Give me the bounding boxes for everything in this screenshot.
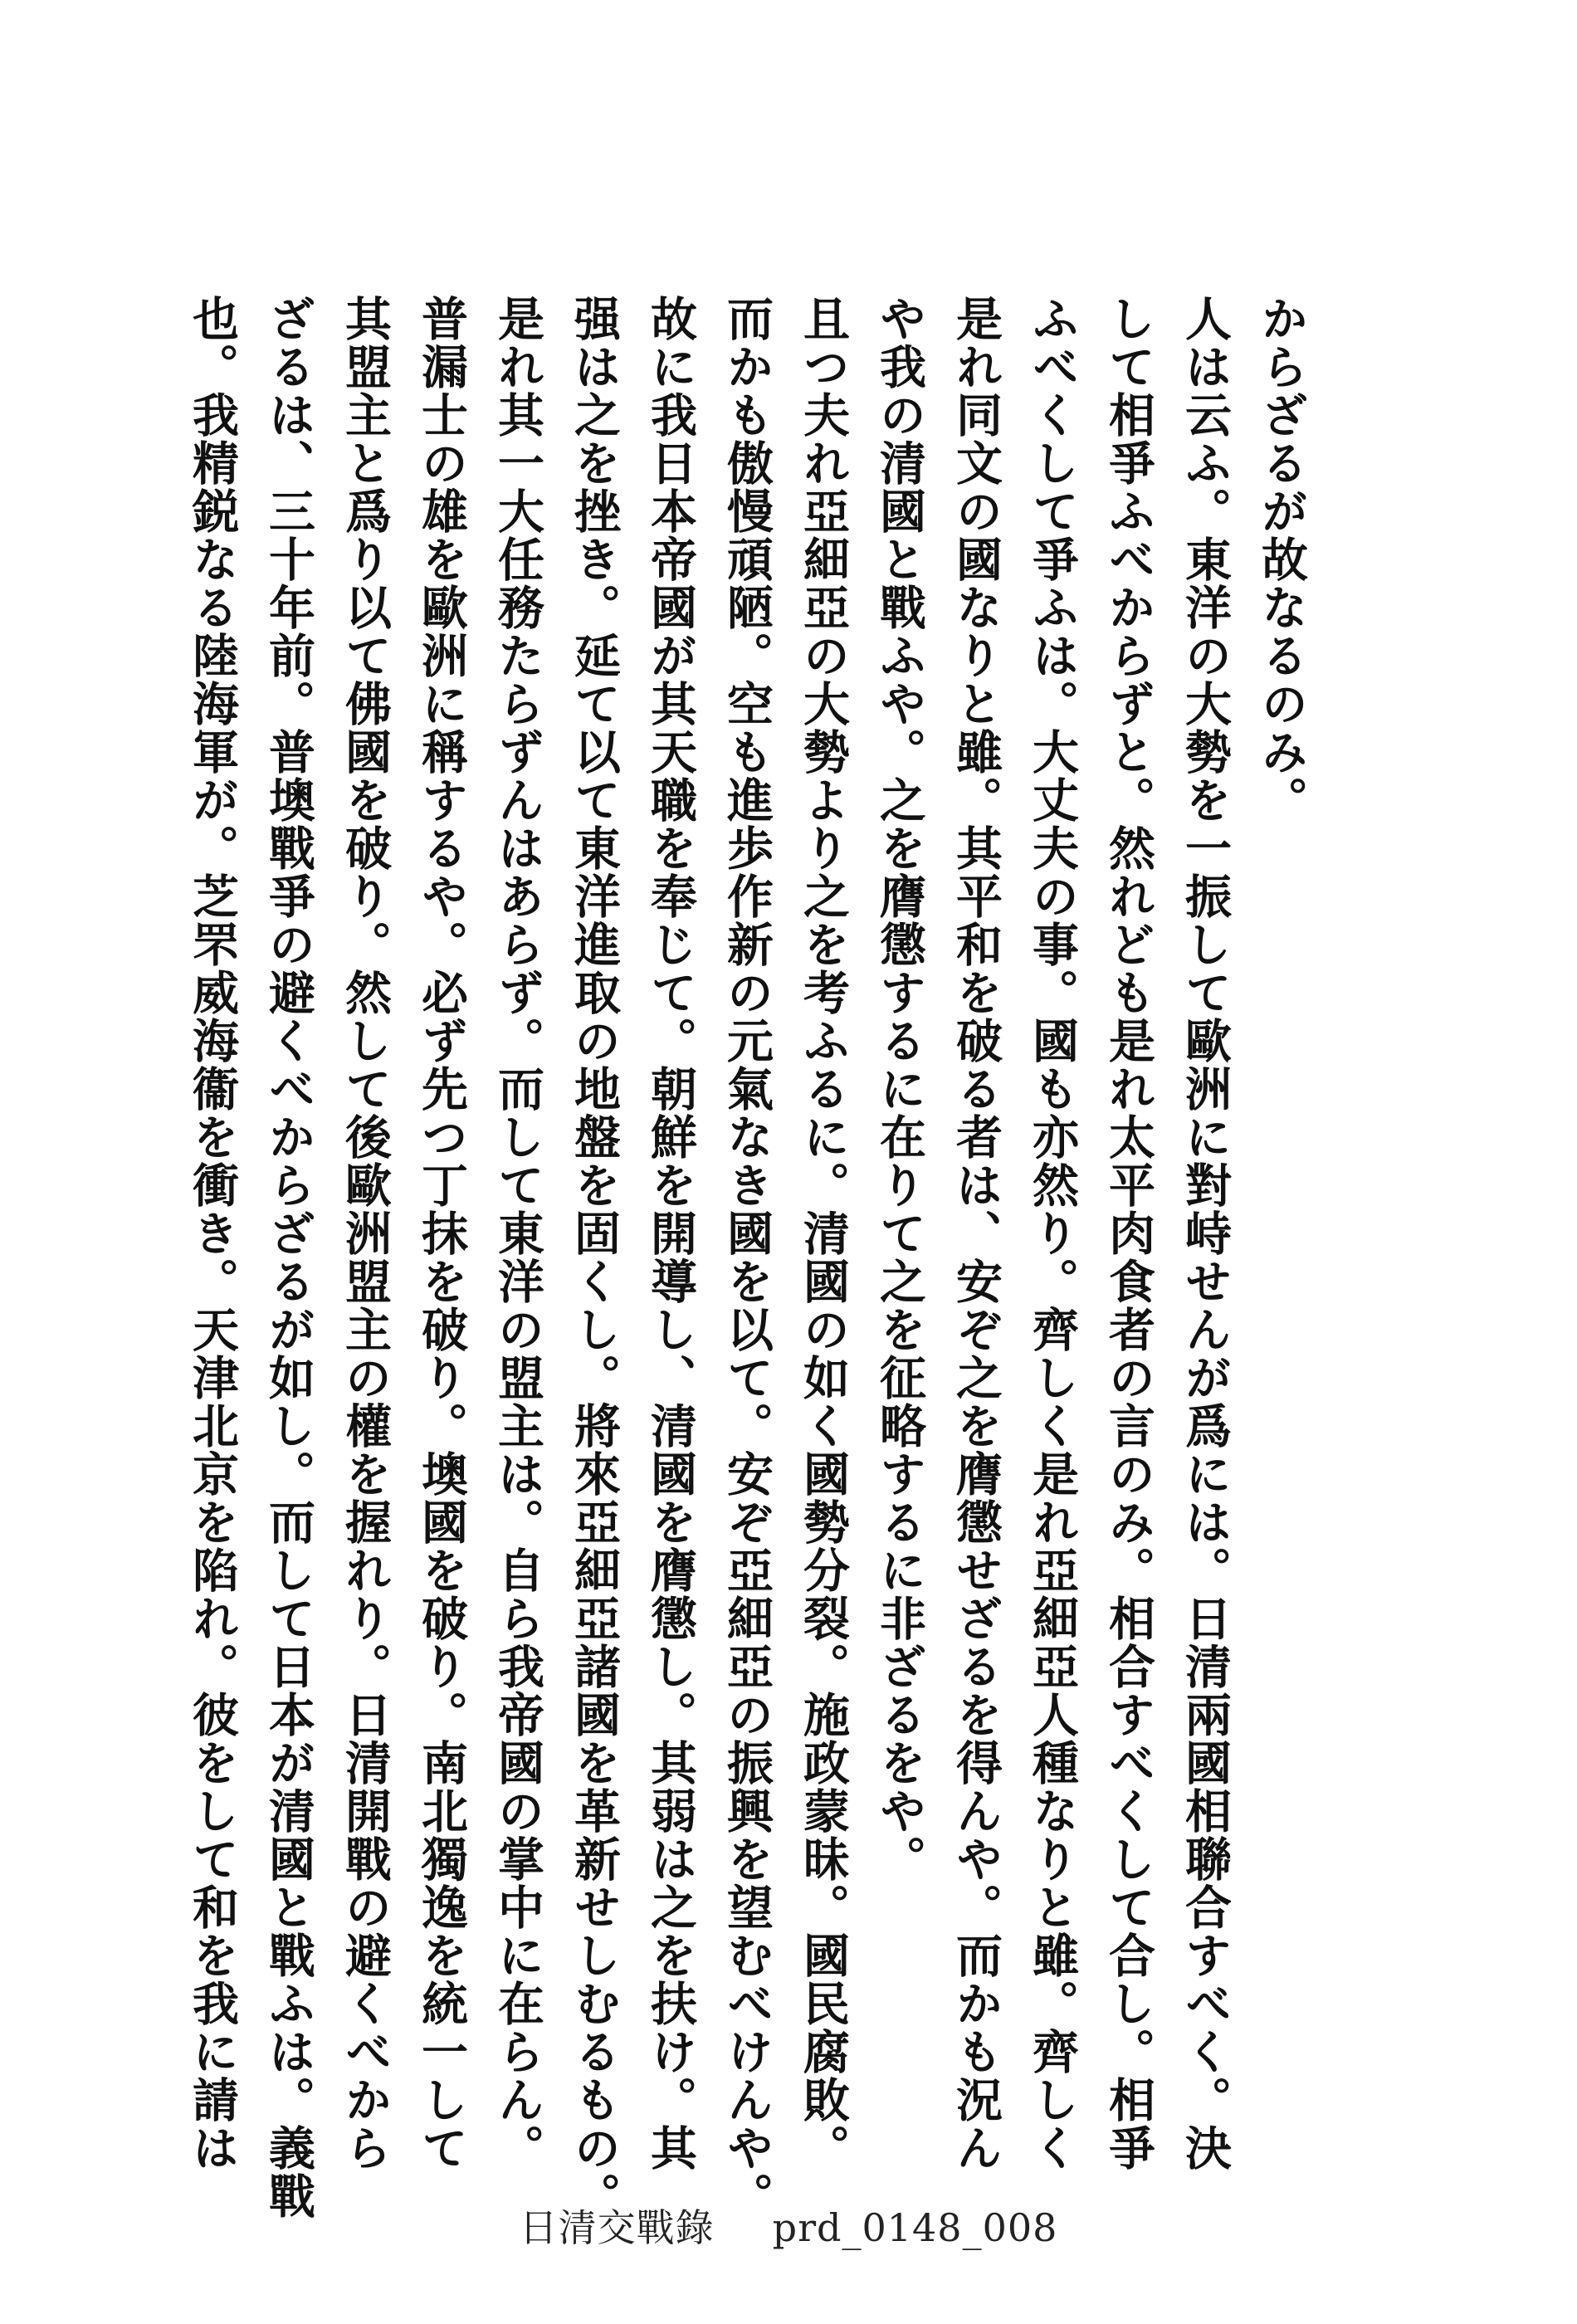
text-line: 其盟主と爲り以て佛國を破り。然して後歐洲盟主の權を握れり。日清開戰の避くべから bbox=[338, 295, 393, 2172]
text-line: 故に我日本帝國が其天職を奉じて。朝鮮を開導し、清國を膺懲し。其弱は之を扶け。其 bbox=[643, 295, 698, 2172]
text-line: 而かも傲慢頑陋。空も進歩作新の元氣なき國を以て。安ぞ亞細亞の振興を望むべけんや。 bbox=[720, 295, 774, 2220]
text-line: ふべくして爭ふは。大丈夫の事。國も亦然り。齊しく是れ亞細亞人種なりと雖。齊しく bbox=[1025, 295, 1080, 2172]
text-line: 是れ同文の國なりと雖。其平和を破る者は、安ぞ之を膺懲せざるを得んや。而かも況ん bbox=[949, 295, 1003, 2172]
text-line: からざるが故なるのみ。 bbox=[1254, 295, 1309, 824]
page-footer bbox=[0, 2198, 1577, 2253]
text-line: ざるは、三十年前。普墺戰爭の避くべからざるが如し。而して日本が清國と戰ふは。義戰 bbox=[261, 295, 316, 2220]
text-line: や我の清國と戰ふや。之を膺懲するに在りて之を征略するに非ざるをや。 bbox=[872, 295, 927, 1883]
vertical-text-block bbox=[185, 295, 1320, 2220]
footer-title: 日清交戰錄 bbox=[519, 2205, 715, 2250]
text-line: 普漏士の雄を歐洲に稱するや。必ず先つ丁抹を破り。墺國を破り。南北獨逸を統一して bbox=[414, 295, 469, 2172]
text-line: 且つ夫れ亞細亞の大勢より之を考ふるに。清國の如く國勢分裂。施政蒙昧。國民腐敗。 bbox=[796, 295, 851, 2172]
text-line: して相爭ふべからずと。然れども是れ太平肉食者の言のみ。相合すべくして合し。相爭 bbox=[1101, 295, 1156, 2172]
footer-id: prd_0148_008 bbox=[772, 2205, 1058, 2250]
text-line: 也。我精鋭なる陸海軍が。芝罘威海衞を衝き。天津北京を陷れ。彼をして和を我に請は bbox=[185, 295, 240, 2172]
text-line: 是れ其一大任務たらずんはあらず。而して東洋の盟主は。自ら我帝國の掌中に在らん。 bbox=[491, 295, 545, 2172]
text-line: 人は云ふ。東洋の大勢を一振して歐洲に對峙せんが爲には。日清兩國相聯合すべく。決 bbox=[1178, 295, 1233, 2172]
text-line: 强は之を挫き。延て以て東洋進取の地盤を固くし。將來亞細亞諸國を革新せしむるもの。 bbox=[567, 295, 622, 2220]
